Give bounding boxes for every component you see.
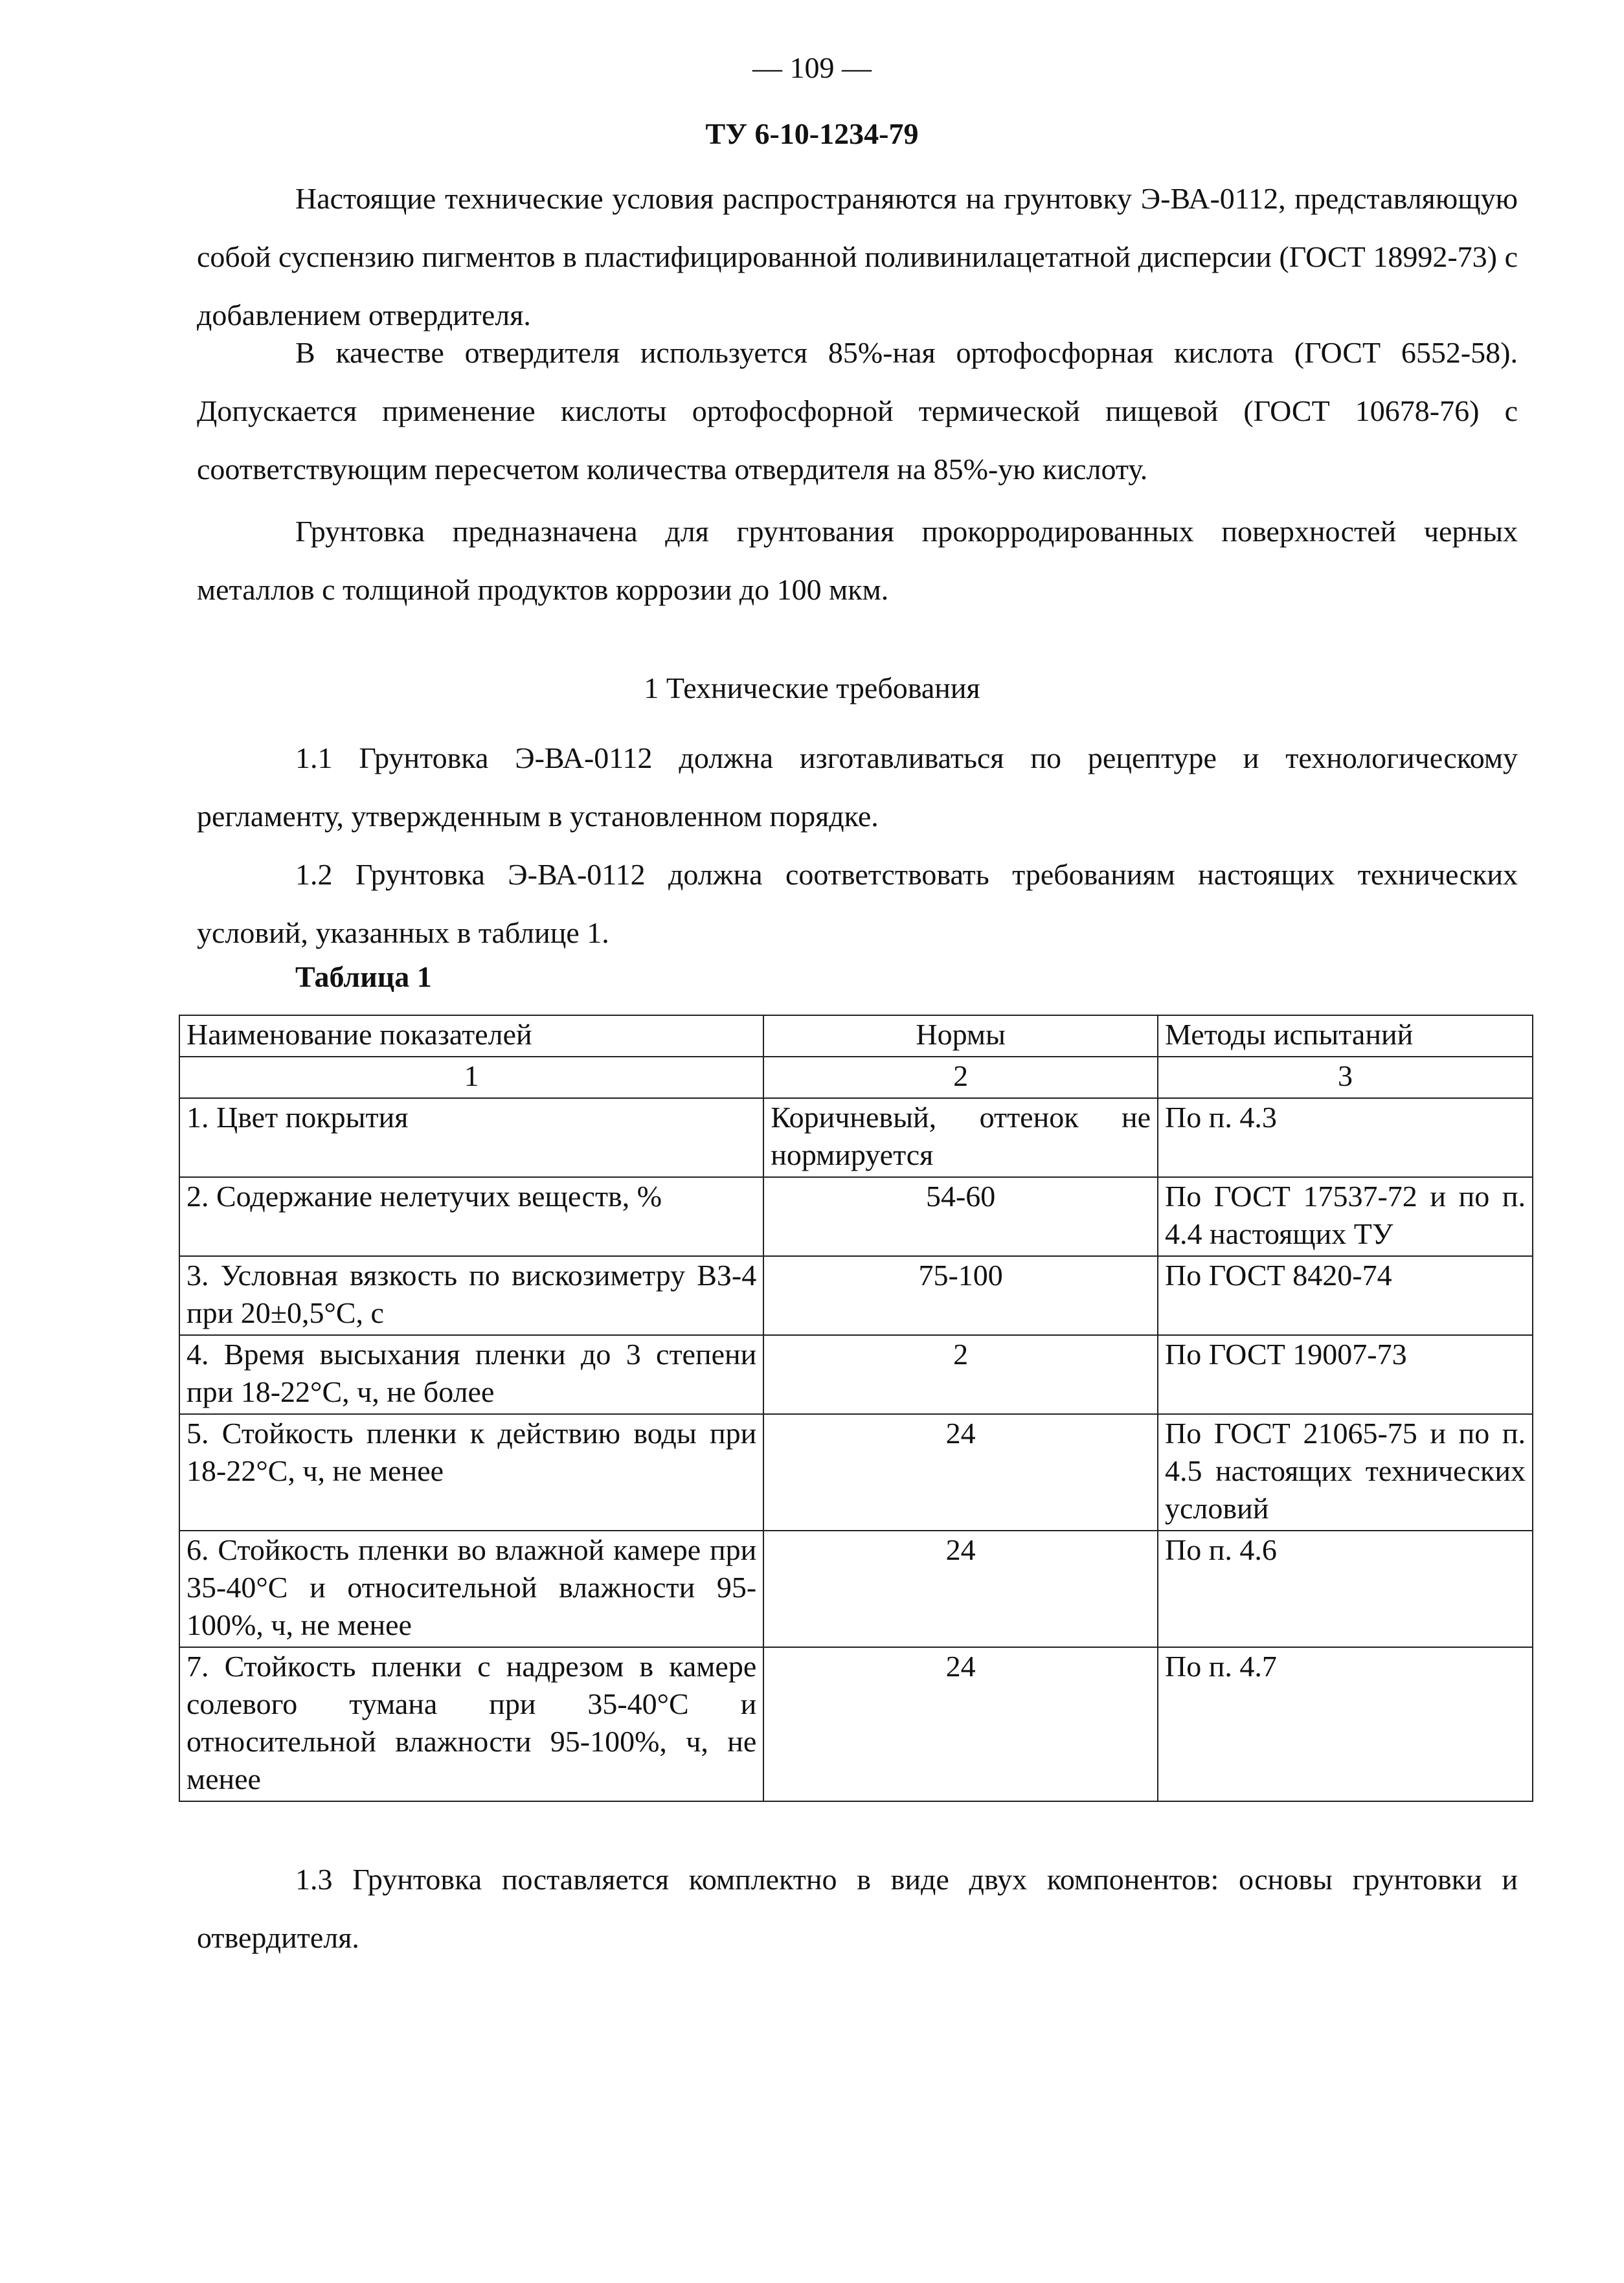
table-row <box>179 1647 1533 1801</box>
norm-value: 24 <box>763 1647 1158 1801</box>
indicator-name: 4. Время высыхания пленки до 3 степени при 18-22°С, ч, не более <box>179 1335 763 1414</box>
requirement-1-3: 1.3 Грунтовка поставляется комплектно в виде двух компонентов: основы грунтовки и отвердителя. <box>197 1863 1518 1954</box>
column-index: 1 <box>179 1057 763 1098</box>
intro-paragraph-3: Грунтовка предназначена для грунтования прокорродированных поверхностей черных металлов с толщиной продуктов коррозии до 100 мкм. <box>197 515 1518 606</box>
table-row <box>179 1531 1533 1647</box>
test-method: По ГОСТ 17537-72 и по п. 4.4 настоящих ТУ <box>1158 1177 1533 1256</box>
indicator-name: 1. Цвет покрытия <box>179 1098 763 1177</box>
intro-paragraph-2: В качестве отвердителя используется 85%-ная ортофосфорная кислота (ГОСТ 6552-58). Допускается применение кислоты ортофосфорной термической пищевой (ГОСТ 10678-76) с соответствующим пересчетом количества отвердителя на 85%-ую кислоту. <box>197 336 1518 486</box>
header-indicator-name: Наименование показателей <box>179 1015 763 1057</box>
test-method: По ГОСТ 21065-75 и по п. 4.5 настоящих технических условий <box>1158 1414 1533 1531</box>
table-caption: Таблица 1 <box>295 960 432 993</box>
header-norms: Нормы <box>763 1015 1158 1057</box>
table-index-row <box>179 1057 1533 1098</box>
indicator-name: 6. Стойкость пленки во влажной камере при 35-40°С и относительной влажности 95-100%, ч, не менее <box>179 1531 763 1647</box>
intro-paragraph-1: Настоящие технические условия распространяются на грунтовку Э-ВА-0112, представляющую собой суспензию пигментов в пластифицированной поливинилацетатной дисперсии (ГОСТ 18992-73) с добавлением отвердителя. <box>197 182 1518 332</box>
test-method: По п. 4.6 <box>1158 1531 1533 1647</box>
document-code: ТУ 6-10-1234-79 <box>705 117 919 150</box>
table-row <box>179 1098 1533 1177</box>
indicator-name: 2. Содержание нелетучих веществ, % <box>179 1177 763 1256</box>
column-index: 3 <box>1158 1057 1533 1098</box>
table-row <box>179 1414 1533 1531</box>
norm-value: 2 <box>763 1335 1158 1414</box>
norm-value: 75-100 <box>763 1256 1158 1335</box>
requirement-1-2: 1.2 Грунтовка Э-ВА-0112 должна соответствовать требованиям настоящих технических условий, указанных в таблице 1. <box>197 858 1518 949</box>
table-row <box>179 1335 1533 1414</box>
column-index: 2 <box>763 1057 1158 1098</box>
test-method: По п. 4.7 <box>1158 1647 1533 1801</box>
header-test-methods: Методы испытаний <box>1158 1015 1533 1057</box>
indicator-name: 7. Стойкость пленки с надрезом в камере солевого тумана при 35-40°С и относительной влажности 95-100%, ч, не менее <box>179 1647 763 1801</box>
norm-value: 24 <box>763 1414 1158 1531</box>
table-row <box>179 1177 1533 1256</box>
section-title: 1 Технические требования <box>644 671 980 704</box>
page-number: — 109 — <box>752 51 872 84</box>
test-method: По ГОСТ 19007-73 <box>1158 1335 1533 1414</box>
requirement-1-1: 1.1 Грунтовка Э-ВА-0112 должна изготавливаться по рецептуре и технологическому регламенту, утвержденным в установленном порядке. <box>197 741 1518 833</box>
test-method: По п. 4.3 <box>1158 1098 1533 1177</box>
table-header-row <box>179 1015 1533 1057</box>
norm-value: 24 <box>763 1531 1158 1647</box>
test-method: По ГОСТ 8420-74 <box>1158 1256 1533 1335</box>
indicator-name: 5. Стойкость пленки к действию воды при 18-22°С, ч, не менее <box>179 1414 763 1531</box>
requirements-table <box>179 1015 1533 1802</box>
norm-value: 54-60 <box>763 1177 1158 1256</box>
table-row <box>179 1256 1533 1335</box>
norm-value: Коричневый, оттенок не нормируется <box>763 1098 1158 1177</box>
indicator-name: 3. Условная вязкость по вискозиметру ВЗ-4 при 20±0,5°С, с <box>179 1256 763 1335</box>
